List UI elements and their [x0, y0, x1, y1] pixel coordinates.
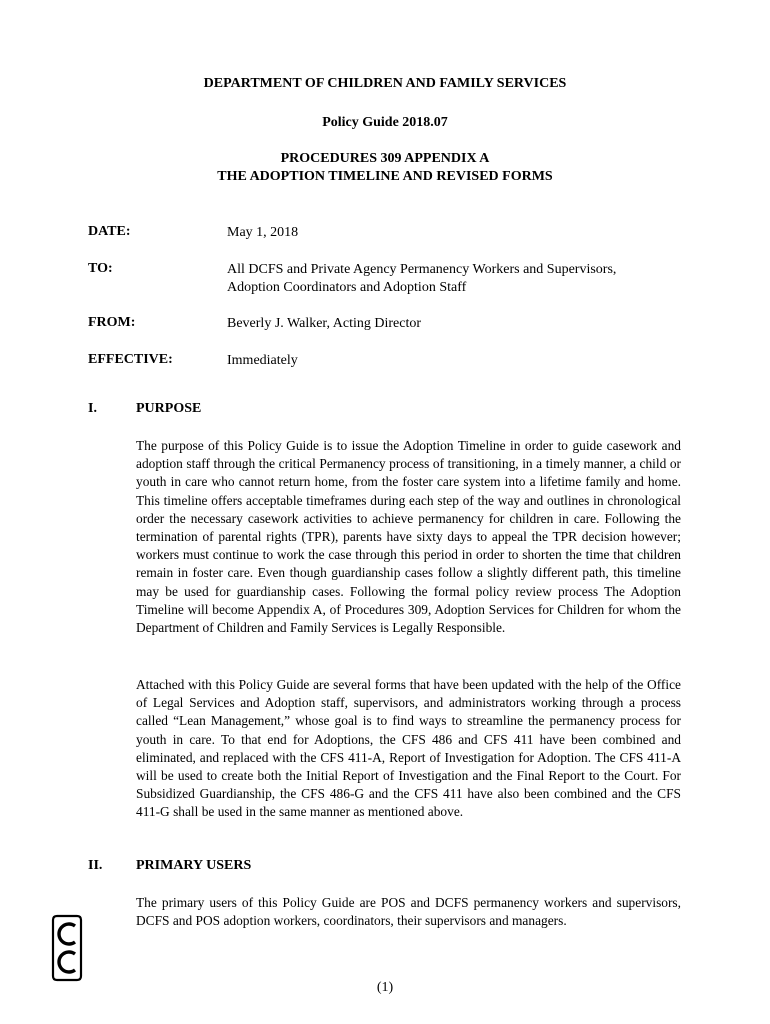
effective-value: Immediately	[227, 353, 298, 368]
section-title: PRIMARY USERS	[136, 858, 252, 873]
policy-guide-number: Policy Guide 2018.07	[322, 115, 448, 130]
paragraph: The primary users of this Policy Guide are POS and DCFS permanency workers and supervisors, DCFS and POS adoption workers, coordinators, their supervisors and managers.	[136, 895, 681, 929]
paragraph: The purpose of this Policy Guide is to issue the Adoption Timeline in order to guide casework and adoption staff through the critical Permanency process of transitioning, in a timely manner, a child or youth in care who cannot return home, from the foster care system into a lifetime family and home. This timeline offers acceptable timeframes during each step of the way and outlines in chronological order the necessary casework activities to achieve permanency for children in care. Following the termination of parental rights (TPR), parents have sixty days to appeal the TPR decision however; workers must continue to work the case through this period in order to shorten the time that children remain in foster care. Even though guardianship cases follow a slightly different path, this timeline may be used for guardianship cases. Following the formal policy review process The Adoption Timeline will become Appendix A, of Procedures 309, Adoption Services for Children for whom the Department of Children and Family Services is Legally Responsible.	[136, 438, 681, 636]
paragraph: Attached with this Policy Guide are several forms that have been updated with the help of the Office of Legal Services and Adoption staff, supervisors, and administrators working through a process called “Lean Management,” whose goal is to find ways to streamline the permanency process for youth in care. To that end for Adoptions, the CFS 486 and CFS 411 have been combined and eliminated, and replaced with the CFS 411-A, Report of Investigation for Adoption. The CFS 411-A will be used to create both the Initial Report of Investigation and the Final Report to the Court. For Subsidized Guardianship, the CFS 486-G and the CFS 411 have also been combined and the CFS 411-G shall be used in the same manner as mentioned above.	[136, 677, 681, 820]
section-number: II.	[88, 858, 103, 873]
from-label: FROM:	[88, 315, 136, 330]
to-value	[227, 261, 687, 297]
date-label: DATE:	[88, 224, 131, 239]
date-value: May 1, 2018	[227, 225, 299, 240]
page-number: (1)	[376, 980, 394, 995]
section-number: I.	[88, 401, 97, 416]
to-label: TO:	[88, 261, 113, 276]
subject-heading: THE ADOPTION TIMELINE AND REVISED FORMS	[217, 169, 553, 184]
to-line-1: All DCFS and Private Agency Permanency Workers and Supervisors,	[227, 262, 617, 277]
from-value: Beverly J. Walker, Acting Director	[227, 316, 421, 331]
to-line-2: Adoption Coordinators and Adoption Staff	[227, 280, 467, 295]
procedures-heading: PROCEDURES 309 APPENDIX A	[280, 151, 490, 166]
section-title: PURPOSE	[136, 401, 202, 416]
effective-label: EFFECTIVE:	[88, 352, 173, 367]
cc-logo-icon	[50, 912, 84, 984]
department-heading: DEPARTMENT OF CHILDREN AND FAMILY SERVICES	[203, 76, 567, 91]
